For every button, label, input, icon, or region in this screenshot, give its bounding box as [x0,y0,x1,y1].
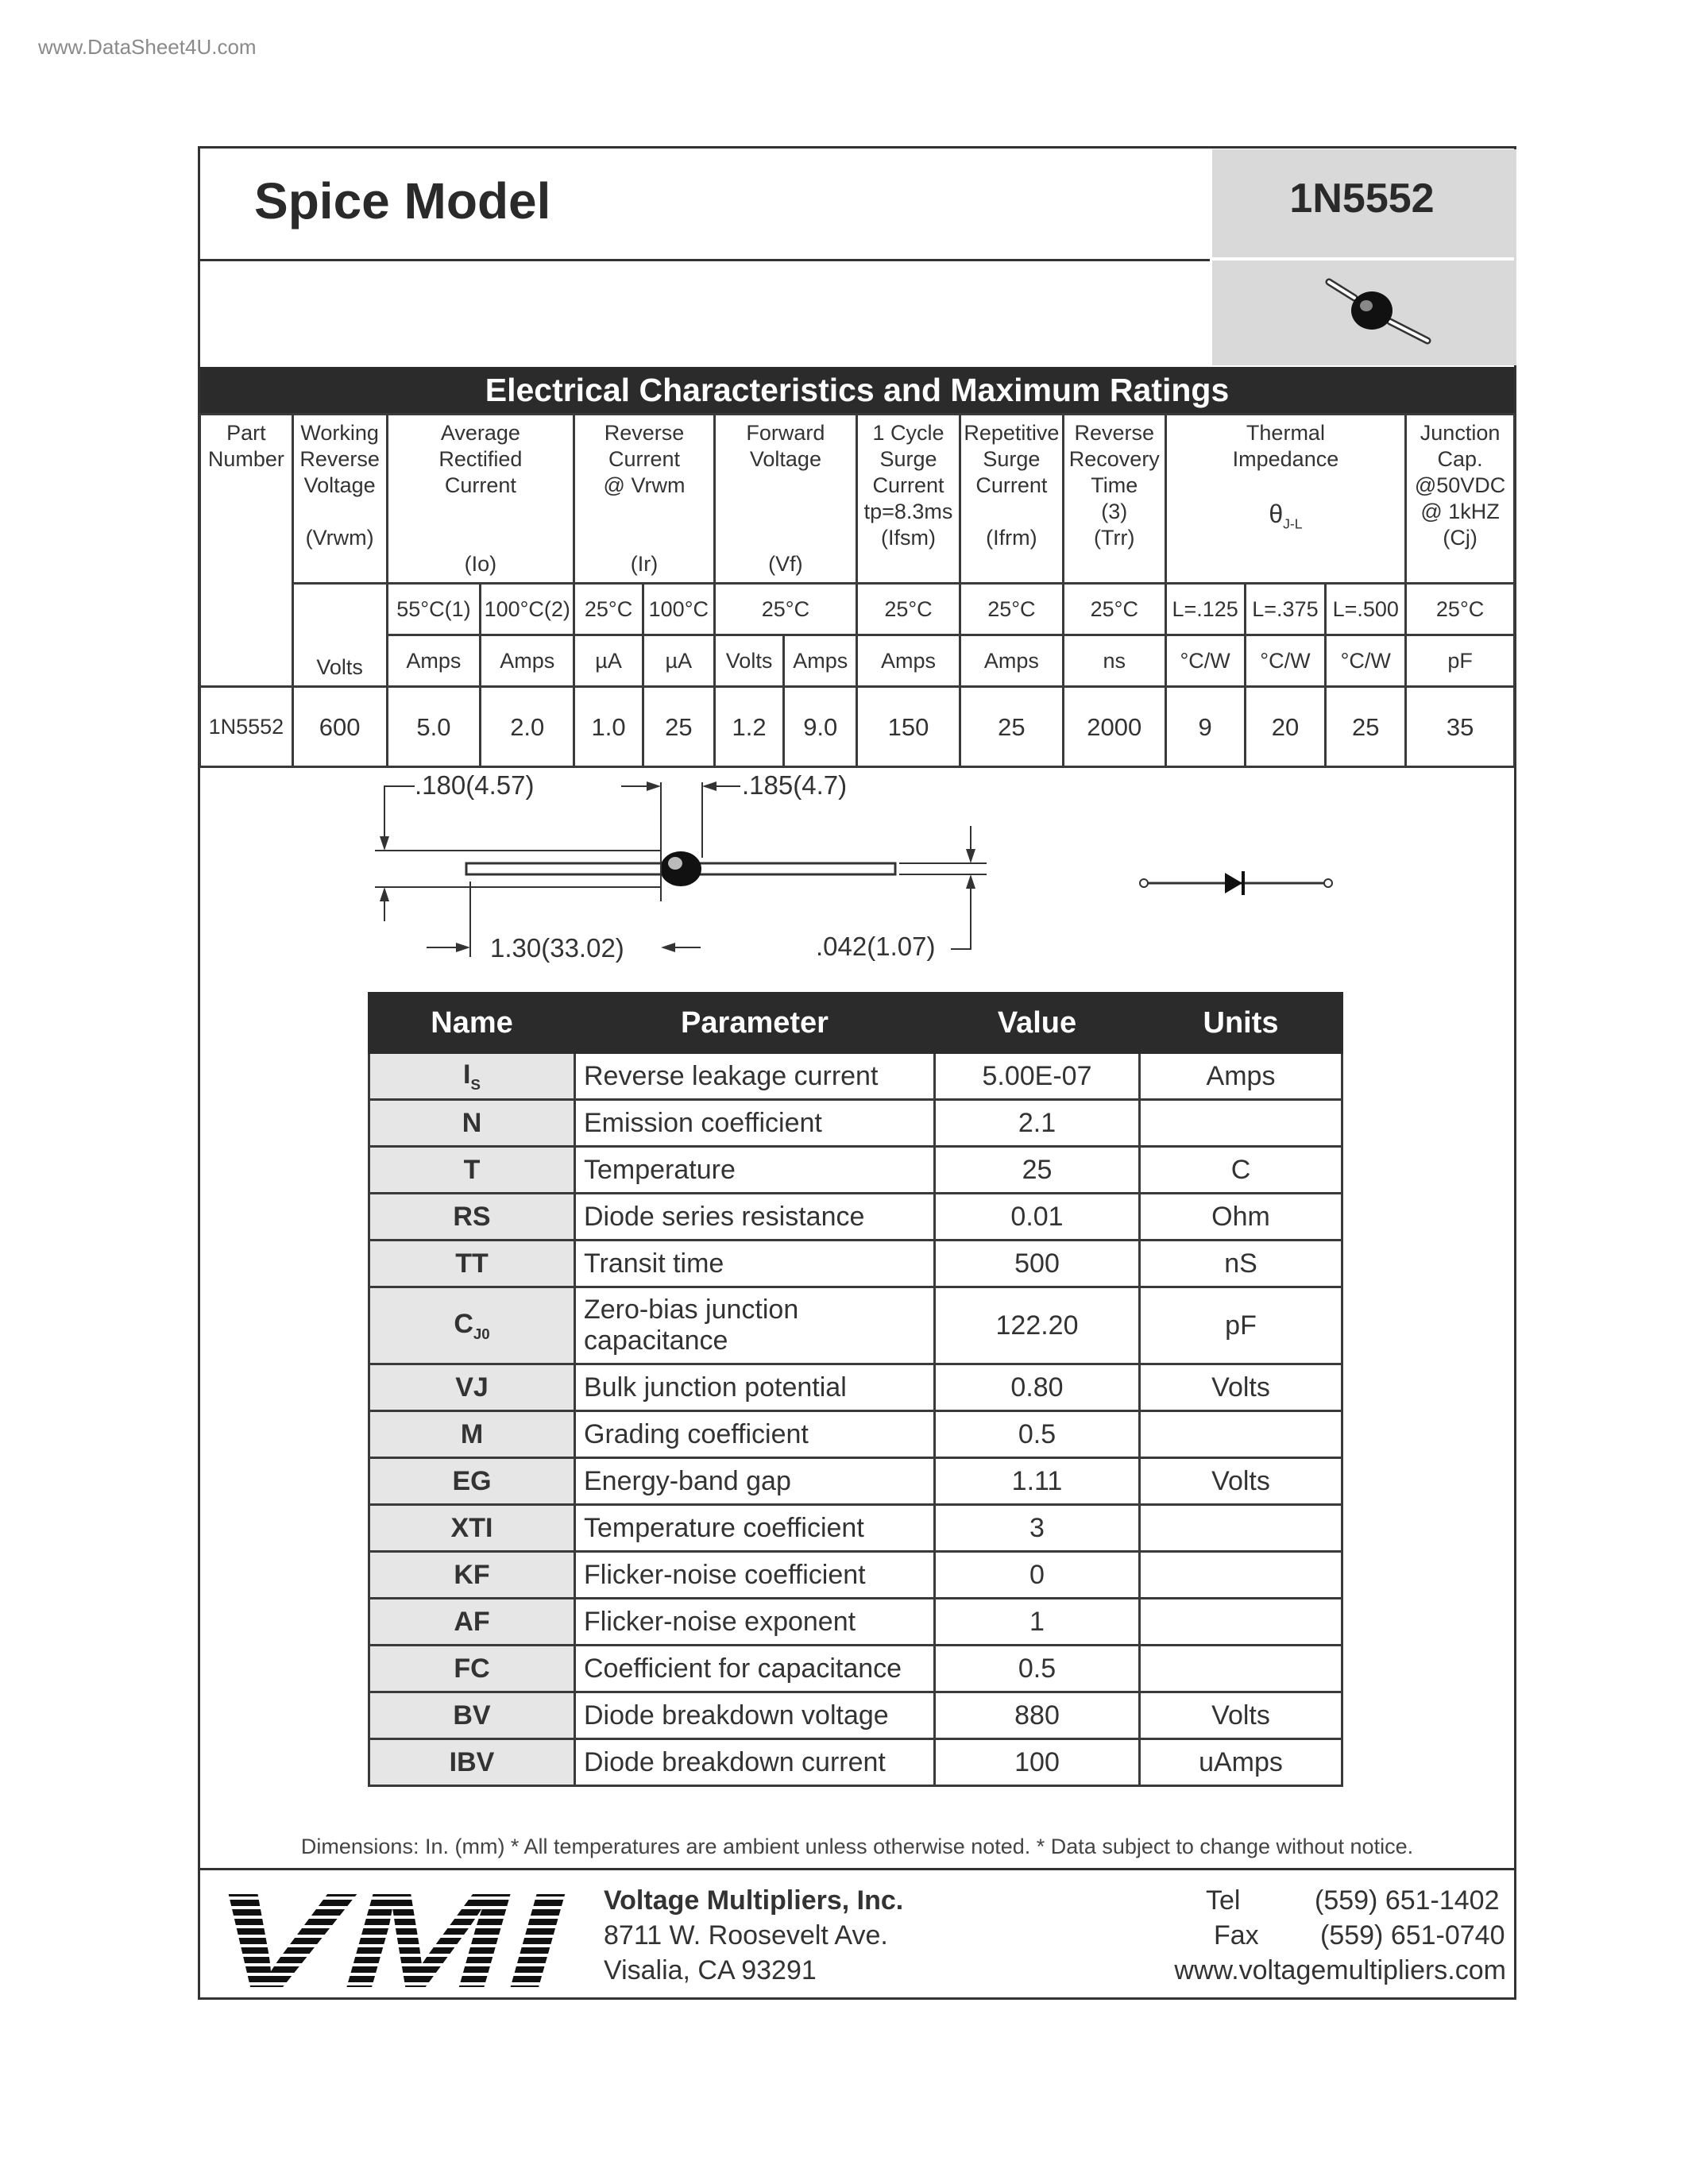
param-unit-cell [1140,1505,1342,1552]
param-unit-cell [1140,1100,1342,1147]
param-value-cell: 0.80 [935,1364,1140,1411]
website-link[interactable]: www.voltagemultipliers.com [1174,1955,1506,1985]
spice-row [369,1599,1342,1646]
param-description-cell: Emission coefficient [575,1100,935,1147]
unit-vrwm: Volts [292,584,387,687]
param-name-cell [369,1100,575,1147]
param-name-cell [369,1458,575,1505]
param-unit-cell: C [1140,1147,1342,1194]
col-working-reverse-voltage: Working Reverse Voltage (Vrwm) [292,415,387,584]
condition-cell: 25°C [1063,584,1165,635]
param-value-cell: 500 [935,1241,1140,1287]
body-highlight [668,857,682,870]
condition-cell: 55°C(1) [387,584,481,635]
ec-header-row [200,415,1515,584]
footnote: Dimensions: In. (mm) * All temperatures are ambient unless otherwise noted. * Data subject to change without notice. [300,1835,1414,1858]
col-reverse-recovery-time: Reverse Recovery Time (3) (Trr) [1063,415,1165,584]
spice-row [369,1646,1342,1692]
header-value: Value [935,994,1140,1053]
param-description-cell: Coefficient for capacitance [575,1646,935,1692]
address-line-2: Visalia, CA 93291 [604,1955,817,1985]
condition-cell: 25°C [1406,584,1515,635]
param-symbol: BV [453,1700,491,1731]
arrow-head [966,874,975,889]
unit-cell: °C/W [1165,635,1245,687]
dim-leader [951,881,971,949]
electrical-characteristics-title: Electrical Characteristics and Maximum Ratings [200,367,1514,413]
param-value-cell: 1 [935,1599,1140,1646]
param-unit-cell: Ohm [1140,1194,1342,1241]
param-name-cell [369,1287,575,1364]
param-value-cell: 3 [935,1505,1140,1552]
param-name-cell [369,1053,575,1100]
unit-cell: pF [1406,635,1515,687]
unit-cell: Amps [481,635,574,687]
param-unit-cell: uAmps [1140,1739,1342,1786]
param-description-cell: Energy-band gap [575,1458,935,1505]
unit-cell: Amps [387,635,481,687]
vmi-logo [208,1881,566,1992]
param-name-cell [369,1147,575,1194]
param-symbol: I [463,1059,471,1090]
fax-number: (559) 651-0740 [1320,1920,1505,1951]
unit-cell: Amps [857,635,960,687]
param-unit-cell [1140,1552,1342,1599]
diode-schematic-icon [1140,871,1332,895]
param-unit-cell: Volts [1140,1364,1342,1411]
value-cell: 20 [1245,687,1326,767]
arrow-head [380,836,389,851]
dimension-drawing [200,743,1514,973]
dim-label-lead-dia: .042(1.07) [816,932,936,961]
spice-row [369,1411,1342,1458]
col-reverse-current: Reverse Current @ Vrwm (Ir) [574,415,715,584]
param-description-cell: Diode breakdown current [575,1739,935,1786]
title-divider [198,259,1210,261]
param-value-cell: 122.20 [935,1287,1140,1364]
unit-cell: °C/W [1326,635,1406,687]
param-symbol-subscript: S [470,1075,481,1093]
value-cell: 2000 [1063,687,1165,767]
left-lead [466,863,665,874]
arrow-head [661,943,675,952]
unit-cell: Volts [714,635,784,687]
value-cell: 25 [643,687,714,767]
spice-row [369,1053,1342,1100]
col-average-rectified-current: Average Rectified Current (Io) [387,415,574,584]
spice-row [369,1100,1342,1147]
watermark-text: www.DataSheet4U.com [38,35,257,59]
param-symbol: KF [454,1559,490,1590]
value-cell: 1.0 [574,687,643,767]
theta-glyph: θ [1269,500,1284,528]
dim-label-body-dia: .180(4.57) [415,770,535,800]
param-symbol: IBV [449,1746,495,1777]
condition-cell: L=.125 [1165,584,1245,635]
param-value-cell: 0.5 [935,1646,1140,1692]
arrow-head [966,849,975,863]
spice-row [369,1287,1342,1364]
spice-row [369,1552,1342,1599]
condition-cell: 25°C [714,584,856,635]
param-value-cell: 100 [935,1739,1140,1786]
value-cell: 600 [292,687,387,767]
value-cell: 35 [1406,687,1515,767]
ec-units-row [200,635,1515,687]
col-forward-voltage: Forward Voltage (Vf) [714,415,856,584]
condition-cell: 25°C [960,584,1063,635]
param-description-cell: Temperature [575,1147,935,1194]
param-description-cell: Diode series resistance [575,1194,935,1241]
arrow-head [647,781,661,791]
param-description-cell: Grading coefficient [575,1411,935,1458]
condition-cell: 100°C(2) [481,584,574,635]
tel-number: (559) 651-1402 [1315,1885,1500,1916]
condition-cell: 100°C [643,584,714,635]
diode-body [660,851,701,886]
address-line-1: 8711 W. Roosevelt Ave. [604,1920,888,1951]
condition-cell: 25°C [857,584,960,635]
dim-label-body-len: .185(4.7) [742,770,848,800]
param-symbol: XTI [450,1512,493,1543]
arrow-head [380,887,389,901]
unit-cell: Amps [960,635,1063,687]
param-value-cell: 880 [935,1692,1140,1739]
ec-conditions-row [200,584,1515,635]
part-panel-divider [1210,257,1514,260]
value-cell: 2.0 [481,687,574,767]
param-symbol: RS [453,1201,491,1232]
param-unit-cell: pF [1140,1287,1342,1364]
diode-package-icon [1323,274,1434,345]
param-unit-cell: Amps [1140,1053,1342,1100]
unit-cell: µA [574,635,643,687]
right-lead [697,863,895,874]
header-units: Units [1140,994,1342,1053]
spice-table-body [369,1053,1342,1786]
spice-row [369,1241,1342,1287]
param-name-cell [369,1194,575,1241]
col-repetitive-surge-current: Repetitive Surge Current (Ifrm) [960,415,1063,584]
condition-cell: 25°C [574,584,643,635]
tel-label: Tel [1206,1885,1241,1916]
param-symbol: AF [454,1606,490,1637]
param-symbol: VJ [455,1372,489,1403]
spice-header-row [369,994,1342,1053]
param-symbol-subscript: J0 [473,1325,490,1342]
unit-cell: °C/W [1245,635,1326,687]
param-value-cell: 1.11 [935,1458,1140,1505]
param-name-cell [369,1692,575,1739]
spice-row [369,1364,1342,1411]
page-title: Spice Model [254,172,551,230]
value-cell: 150 [857,687,960,767]
unit-cell: ns [1063,635,1165,687]
param-description-cell: Reverse leakage current [575,1053,935,1100]
arrow-head [456,943,470,952]
electrical-characteristics-table [199,413,1516,768]
param-value-cell: 5.00E-07 [935,1053,1140,1100]
value-cell: 9.0 [784,687,857,767]
param-unit-cell: nS [1140,1241,1342,1287]
value-cell: 25 [960,687,1063,767]
param-description-cell: Diode breakdown voltage [575,1692,935,1739]
value-cell: 1.2 [714,687,784,767]
company-name: Voltage Multipliers, Inc. [604,1885,904,1916]
param-symbol: EG [452,1465,492,1496]
param-symbol: FC [454,1653,490,1684]
param-unit-cell [1140,1646,1342,1692]
arrow-head [702,781,717,791]
spice-row [369,1147,1342,1194]
param-value-cell: 25 [935,1147,1140,1194]
spice-row [369,1739,1342,1786]
logo-text: VMI [212,1881,566,1992]
param-unit-cell: Volts [1140,1692,1342,1739]
dim-label-lead-len: 1.30(33.02) [490,933,624,963]
param-description-cell: Flicker-noise coefficient [575,1552,935,1599]
spice-row [369,1458,1342,1505]
spice-row [369,1505,1342,1552]
value-cell: 5.0 [387,687,481,767]
param-value-cell: 0 [935,1552,1140,1599]
header-name: Name [369,994,575,1053]
header-parameter: Parameter [575,994,935,1053]
param-description-cell: Transit time [575,1241,935,1287]
spice-parameters-table [368,992,1343,1787]
col-surge-current: 1 Cycle Surge Current tp=8.3ms (Ifsm) [857,415,960,584]
col-junction-capacitance: Junction Cap. @50VDC @ 1kHZ (Cj) [1406,415,1515,584]
footer-divider [198,1868,1516,1870]
part-number-cell: 1N5552 [200,687,293,767]
param-symbol: TT [455,1248,489,1279]
param-value-cell: 0.5 [935,1411,1140,1458]
col-part-number: Part Number [200,415,293,687]
fax-label: Fax [1214,1920,1259,1951]
param-unit-cell [1140,1599,1342,1646]
param-symbol: C [454,1308,473,1339]
value-cell: 25 [1326,687,1406,767]
param-symbol: M [460,1418,484,1449]
param-name-cell [369,1241,575,1287]
unit-cell: µA [643,635,714,687]
param-name-cell [369,1411,575,1458]
param-name-cell [369,1552,575,1599]
param-symbol: N [462,1107,482,1138]
param-description-cell: Bulk junction potential [575,1364,935,1411]
theta-subscript: J-L [1283,515,1303,532]
thermal-impedance-label: Thermal Impedance [1232,421,1339,471]
theta-symbol [1168,501,1403,537]
part-number: 1N5552 [1289,176,1435,222]
condition-cell: L=.375 [1245,584,1326,635]
param-unit-cell [1140,1411,1342,1458]
param-unit-cell: Volts [1140,1458,1342,1505]
param-name-cell [369,1505,575,1552]
param-symbol: T [463,1154,481,1185]
param-name-cell [369,1364,575,1411]
spice-row [369,1194,1342,1241]
param-value-cell: 2.1 [935,1100,1140,1147]
unit-cell: Amps [784,635,857,687]
condition-cell: L=.500 [1326,584,1406,635]
param-name-cell [369,1739,575,1786]
param-description-cell: Temperature coefficient [575,1505,935,1552]
param-description-cell: Zero-bias junction capacitance [575,1287,935,1364]
param-description-cell: Flicker-noise exponent [575,1599,935,1646]
param-name-cell [369,1646,575,1692]
col-thermal-impedance [1165,415,1405,584]
value-cell: 9 [1165,687,1245,767]
param-value-cell: 0.01 [935,1194,1140,1241]
param-name-cell [369,1599,575,1646]
spice-row [369,1692,1342,1739]
dim-leader [384,786,415,844]
